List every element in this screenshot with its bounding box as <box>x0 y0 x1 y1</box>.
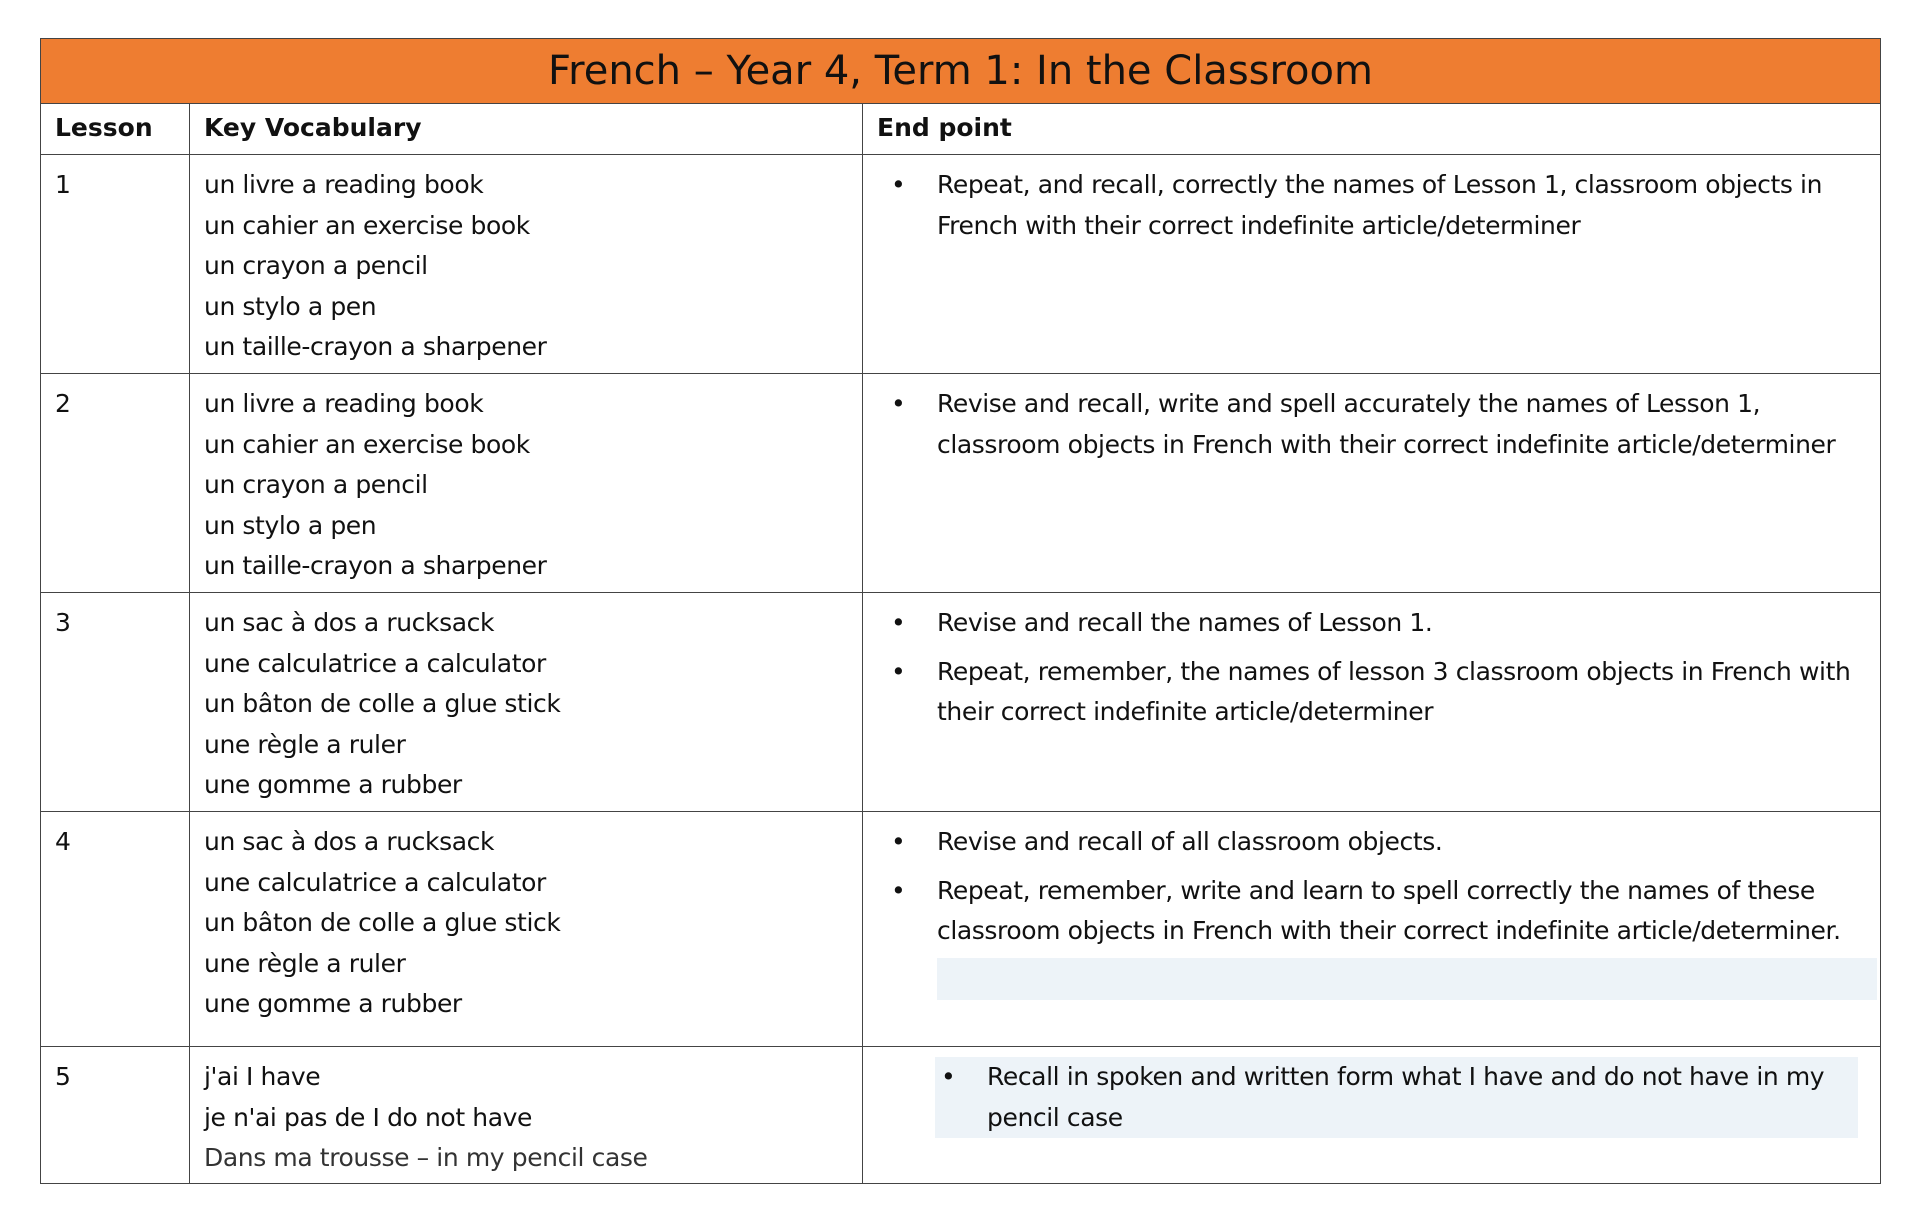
vocab-item: une règle a ruler <box>204 948 406 978</box>
vocab-item: une gomme a rubber <box>204 989 462 1018</box>
lesson-number: 1 <box>41 155 190 374</box>
vocab-item: un bâton de colle a glue stick <box>204 689 561 718</box>
vocab-item: une calculatrice a calculator <box>204 648 546 678</box>
vocabulary-cell <box>190 1047 863 1184</box>
end-point-bullet: • Repeat, remember, the names of lesson 3 classroom objects in French with their correct indefinite article/determiner <box>937 652 1866 733</box>
vocabulary-cell <box>190 593 863 812</box>
vocab-item: Dans ma trousse – in my pencil case <box>204 1143 648 1172</box>
end-point-cell <box>863 374 1881 593</box>
lesson-number: 2 <box>41 374 190 593</box>
header-key-vocabulary: Key Vocabulary <box>190 104 863 155</box>
header-row <box>41 104 1881 155</box>
end-point-bullet: • Recall in spoken and written form what I have and do not have in my pencil case <box>987 1057 1858 1138</box>
lesson-number: 5 <box>41 1047 190 1184</box>
vocab-item: un taille-crayon a sharpener <box>204 551 547 580</box>
vocab-item: j'ai I have <box>204 1062 321 1091</box>
vocab-item: un livre a reading book <box>204 389 484 418</box>
end-point-bullet: • Repeat, and recall, correctly the names of Lesson 1, classroom objects in French with their correct indefinite article/determiner <box>937 165 1866 246</box>
vocab-item: un livre a reading book <box>204 170 484 199</box>
vocab-item: un cahier an exercise book <box>204 210 530 240</box>
header-end-point: End point <box>863 104 1881 155</box>
vocab-item: une gomme a rubber <box>204 770 462 799</box>
curriculum-document <box>40 38 1880 1184</box>
table-row <box>41 593 1881 812</box>
vocab-item: un taille-crayon a sharpener <box>204 332 547 361</box>
table-row <box>41 1047 1881 1184</box>
vocabulary-cell <box>190 374 863 593</box>
end-point-bullet: • Revise and recall of all classroom objects. <box>937 822 1866 863</box>
lesson-number: 3 <box>41 593 190 812</box>
end-point-cell <box>863 155 1881 374</box>
vocab-item: un sac à dos a rucksack <box>204 608 495 637</box>
shaded-empty-paragraph <box>937 958 1877 1000</box>
vocab-item: une règle a ruler <box>204 729 406 759</box>
document-title: French – Year 4, Term 1: In the Classroom <box>41 39 1881 104</box>
vocab-item: un cahier an exercise book <box>204 429 530 459</box>
vocab-item: un stylo a pen <box>204 510 377 540</box>
vocab-item: un sac à dos a rucksack <box>204 827 495 856</box>
header-lesson: Lesson <box>41 104 190 155</box>
vocab-item: une calculatrice a calculator <box>204 867 546 897</box>
end-point-cell <box>863 812 1881 1047</box>
vocab-item: un crayon a pencil <box>204 251 428 280</box>
vocab-item: je n'ai pas de I do not have <box>204 1102 533 1132</box>
vocabulary-cell <box>190 812 863 1047</box>
lesson-number: 4 <box>41 812 190 1047</box>
end-point-cell <box>863 1047 1881 1184</box>
table-row <box>41 374 1881 593</box>
table-row <box>41 155 1881 374</box>
end-point-bullet: • Revise and recall the names of Lesson 1. <box>937 603 1866 644</box>
table-row <box>41 812 1881 1047</box>
vocab-item: un bâton de colle a glue stick <box>204 908 561 937</box>
vocabulary-cell <box>190 155 863 374</box>
vocab-item: un crayon a pencil <box>204 470 428 499</box>
end-point-cell <box>863 593 1881 812</box>
lesson-table <box>40 38 1881 1184</box>
end-point-bullet: • Revise and recall, write and spell accurately the names of Lesson 1, classroom objects in French with their correct indefinite article/determiner <box>937 384 1866 465</box>
vocab-item: un stylo a pen <box>204 291 377 321</box>
end-point-bullet: • Repeat, remember, write and learn to spell correctly the names of these classroom objects in French with their correct indefinite article/determiner. <box>937 871 1866 952</box>
